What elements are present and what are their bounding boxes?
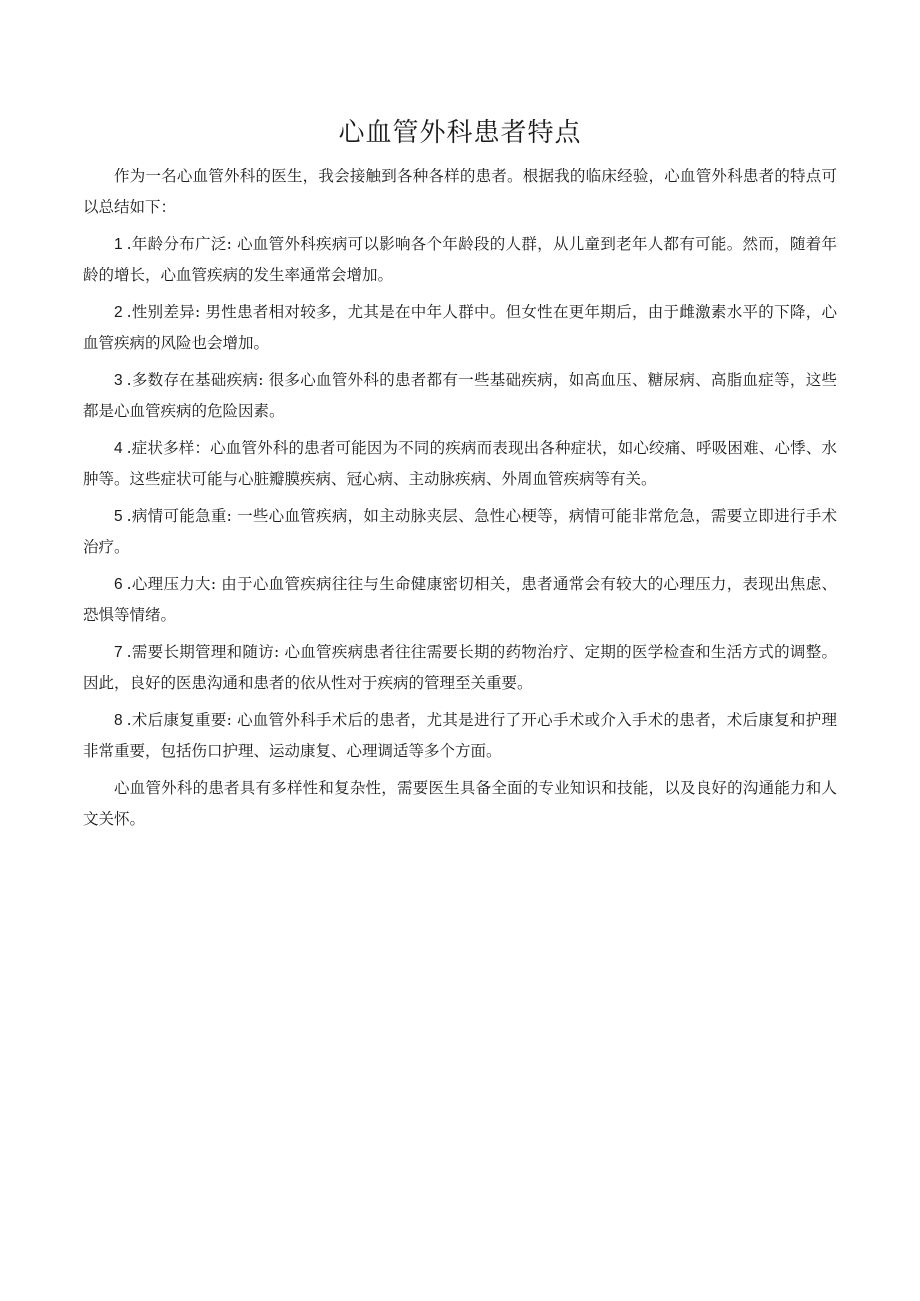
list-item-3 — [83, 365, 837, 427]
list-item-2 — [83, 297, 837, 359]
list-item-text: .术后康复重要: 心血管外科手术后的患者，尤其是进行了开心手术或介入手术的患者，术后康复和护理非常重要，包括伤口护理、运动康复、心理调适等多个方面。 — [83, 711, 837, 760]
document-title: 心血管外科患者特点 — [338, 118, 582, 148]
intro-paragraph: 作为一名心血管外科的医生，我会接触到各种各样的患者。根据我的临床经验，心血管外科患者的特点可以总结如下： — [83, 167, 837, 216]
document-body — [83, 161, 837, 841]
list-item-number: 2 — [114, 304, 123, 321]
list-item-number: 3 — [114, 372, 123, 389]
conclusion-paragraph: 心血管外科的患者具有多样性和复杂性，需要医生具备全面的专业知识和技能，以及良好的沟通能力和人文关怀。 — [83, 779, 837, 828]
list-item-8 — [83, 705, 837, 767]
list-item-6 — [83, 569, 837, 631]
list-item-4 — [83, 433, 837, 495]
list-item-text: .多数存在基础疾病: 很多心血管外科的患者都有一些基础疾病，如高血压、糖尿病、高脂血症等，这些都是心血管疾病的危险因素。 — [83, 371, 837, 420]
list-item-number: 4 — [114, 440, 123, 457]
list-item-7 — [83, 637, 837, 699]
list-item-text: .心理压力大: 由于心血管疾病往往与生命健康密切相关，患者通常会有较大的心理压力，表现出焦虑、恐惧等情绪。 — [83, 575, 837, 624]
list-item-text: .病情可能急重: 一些心血管疾病，如主动脉夹层、急性心梗等，病情可能非常危急，需要立即进行手术治疗。 — [83, 507, 837, 556]
list-item-number: 7 — [114, 644, 123, 661]
list-item-1 — [83, 229, 837, 291]
list-item-5 — [83, 501, 837, 563]
list-item-text: .症状多样：心血管外科的患者可能因为不同的疾病而表现出各种症状，如心绞痛、呼吸困难、心悸、水肿等。这些症状可能与心脏瓣膜疾病、冠心病、主动脉疾病、外周血管疾病等有关。 — [83, 439, 837, 488]
list-item-number: 8 — [114, 712, 123, 729]
list-item-text: .年龄分布广泛: 心血管外科疾病可以影响各个年龄段的人群，从儿童到老年人都有可能。然而，随着年龄的增长，心血管疾病的发生率通常会增加。 — [83, 235, 837, 284]
list-item-number: 1 — [114, 236, 123, 253]
list-item-number: 5 — [114, 508, 123, 525]
list-item-number: 6 — [114, 576, 123, 593]
list-item-text: .性别差异: 男性患者相对较多，尤其是在中年人群中。但女性在更年期后，由于雌激素水平的下降，心血管疾病的风险也会增加。 — [83, 303, 837, 352]
list-item-text: .需要长期管理和随访: 心血管疾病患者往往需要长期的药物治疗、定期的医学检查和生活方式的调整。因此，良好的医患沟通和患者的依从性对于疾病的管理至关重要。 — [83, 643, 837, 692]
